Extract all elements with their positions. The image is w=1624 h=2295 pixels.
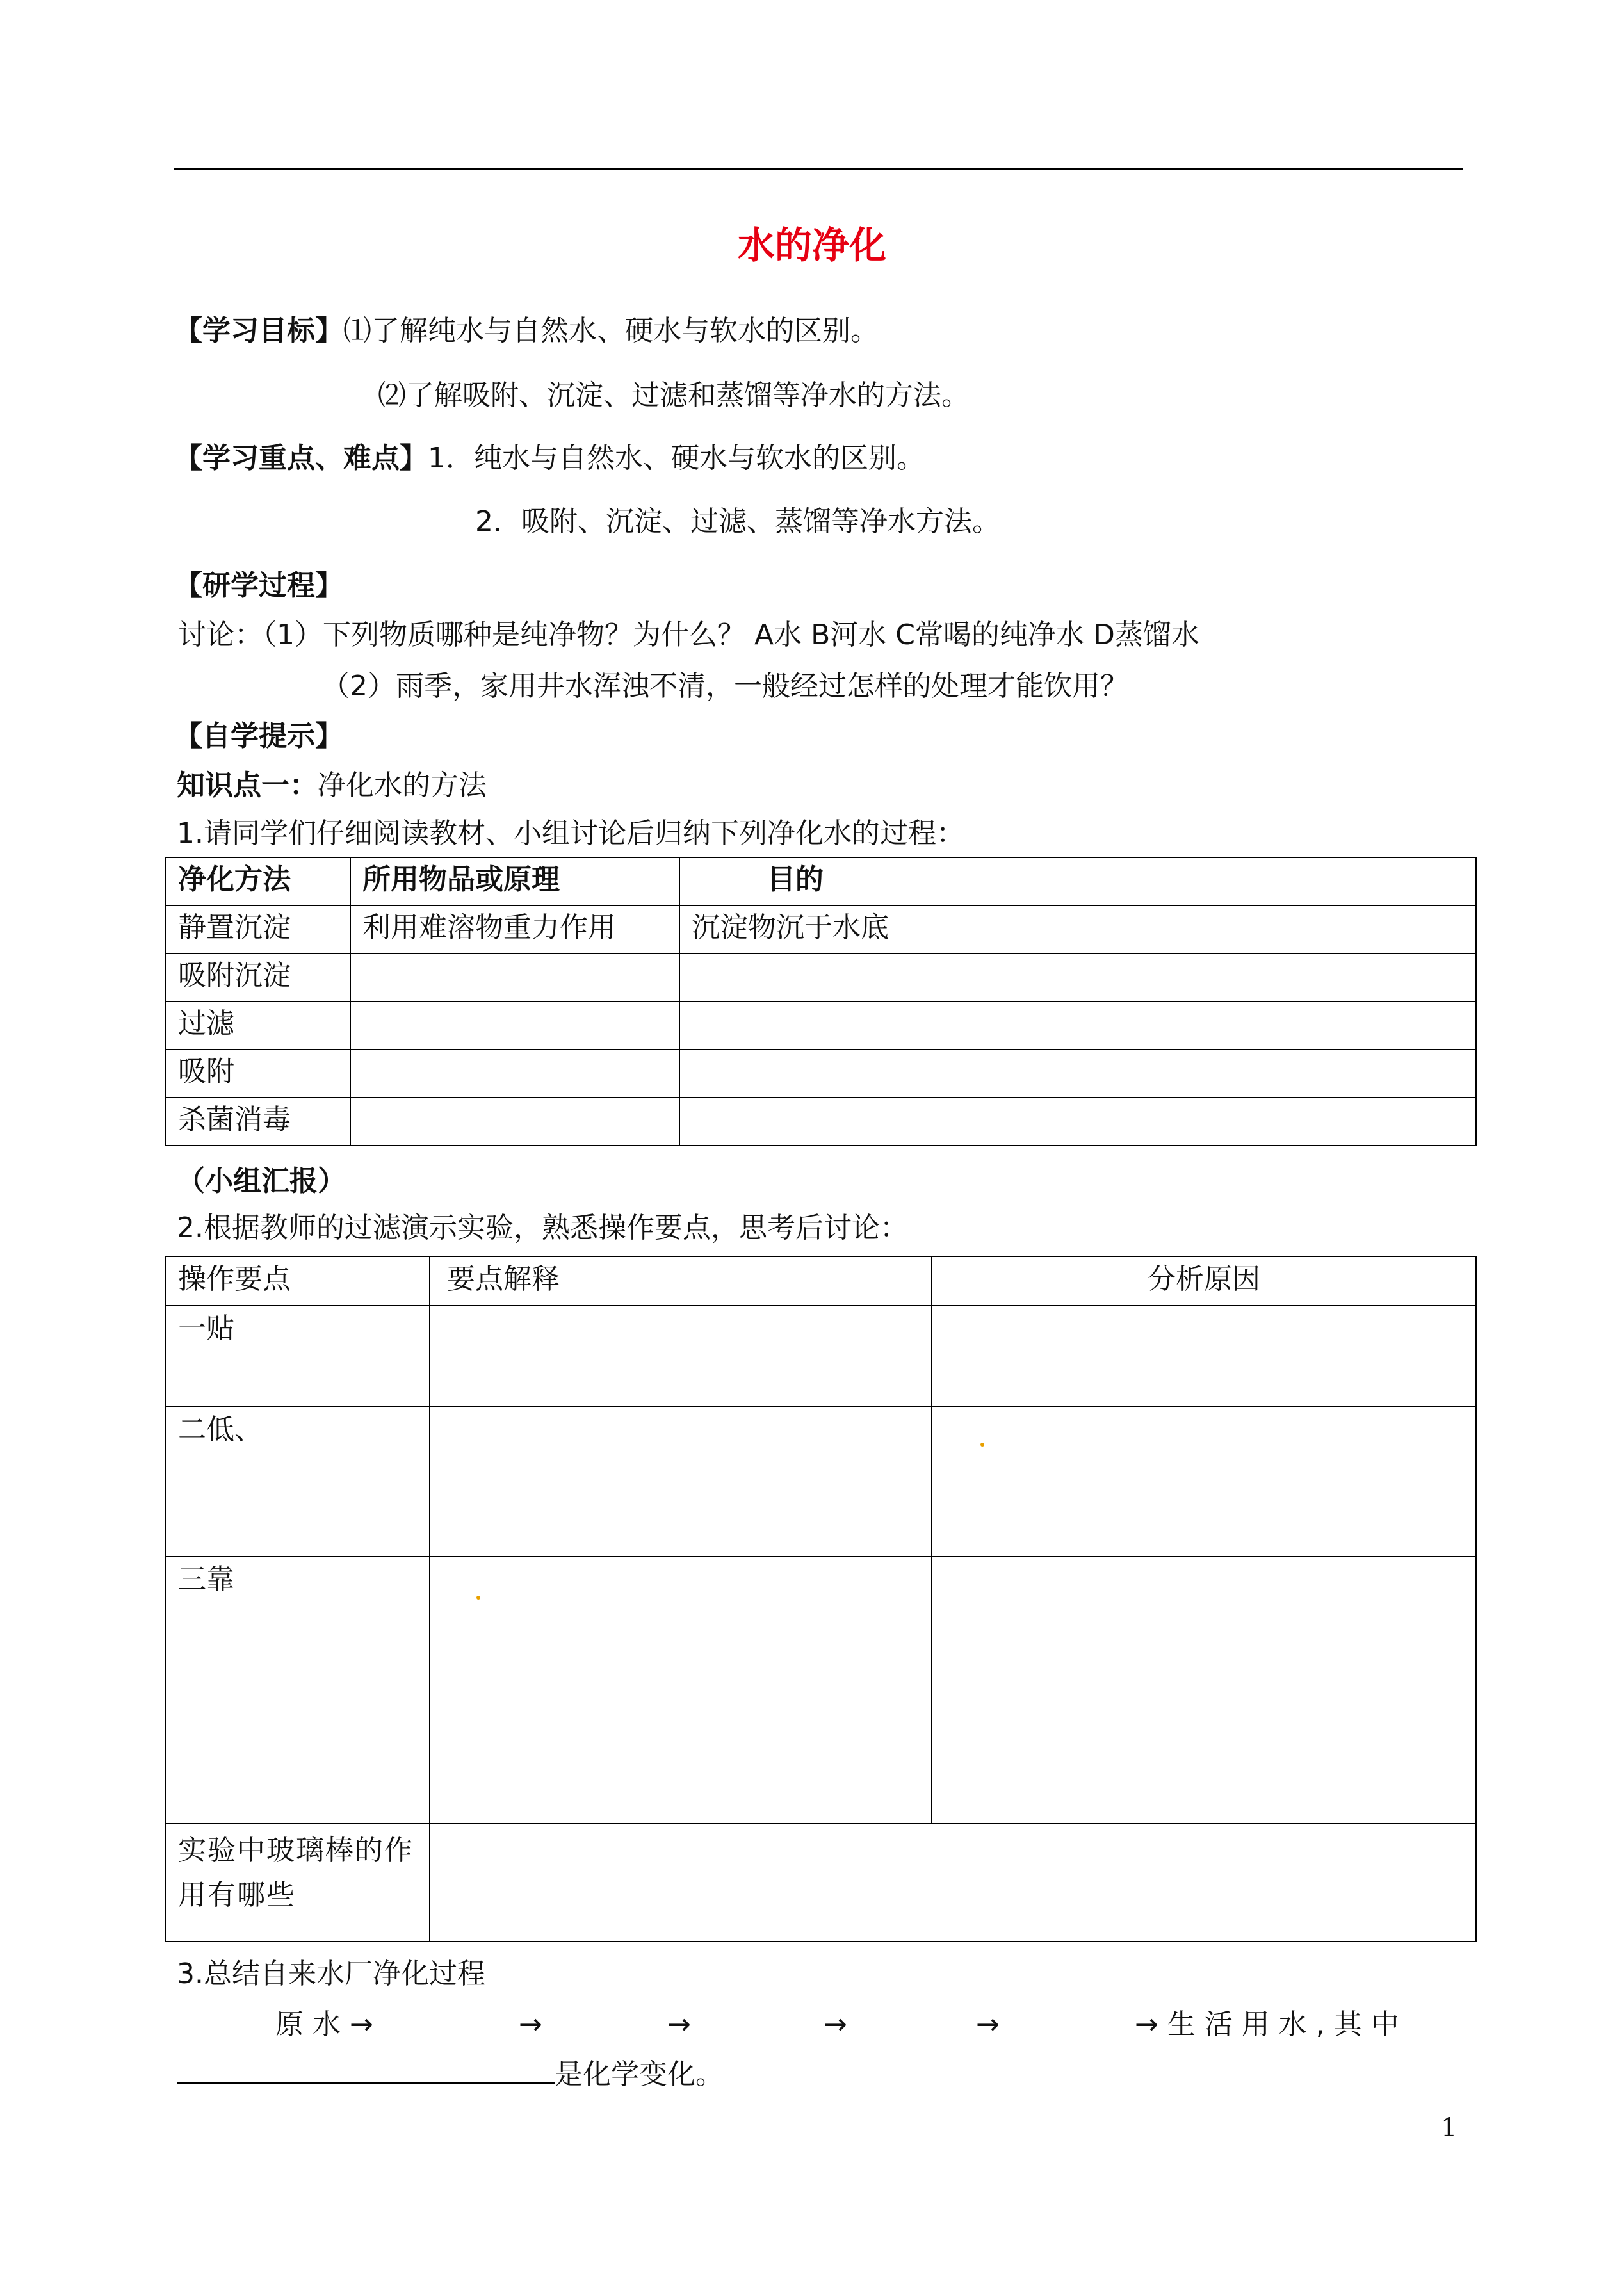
key-points-line-1 <box>174 439 925 478</box>
table-header-cell: 要点解释 <box>430 1256 932 1306</box>
self-study-label: 【自学提示】 <box>174 720 343 752</box>
table-row <box>166 1306 1476 1407</box>
filtration-table <box>165 1256 1477 1942</box>
table-cell: 过滤 <box>166 1002 350 1050</box>
question-3: 3.总结自来水厂净化过程 <box>177 1958 485 1990</box>
discussion-2: （2）雨季，家用井水浑浊不清，一般经过怎样的处理才能饮用？ <box>321 670 1128 702</box>
table-header-cell: 所用物品或原理 <box>350 857 679 905</box>
flow-start: 原 水 → <box>275 2008 373 2041</box>
table-cell: 沉淀物沉于水底 <box>679 905 1476 953</box>
purification-table <box>165 857 1477 1146</box>
table-row <box>166 1098 1476 1146</box>
table-cell: 利用难溶物重力作用 <box>350 905 679 953</box>
stray-mark <box>476 1596 480 1600</box>
objectives-line-1 <box>174 312 879 350</box>
table-cell: 吸附沉淀 <box>166 953 350 1002</box>
flow-end: → 生 活 用 水 , 其 中 <box>1135 2008 1399 2041</box>
flow-arrow: → <box>824 2008 847 2041</box>
objective-2: ⑵了解吸附、沉淀、过滤和蒸馏等净水的方法。 <box>378 379 970 412</box>
question-1: 1.请同学们仔细阅读教材、小组讨论后归纳下列净化水的过程： <box>177 817 964 850</box>
discussion-1: 讨论：（1）下列物质哪种是纯净物？为什么？ A水 B河水 C常喝的纯净水 D蒸馏水 <box>178 619 1199 651</box>
table-header-row <box>166 857 1476 905</box>
flow-arrow: → <box>667 2008 691 2041</box>
table-cell-blank[interactable] <box>932 1407 1476 1557</box>
table-cell-blank[interactable] <box>932 1306 1476 1407</box>
table-cell-blank[interactable] <box>679 1002 1476 1050</box>
process-label: 【研学过程】 <box>174 569 343 602</box>
table-cell-blank[interactable] <box>350 1098 679 1146</box>
table-cell: 静置沉淀 <box>166 905 350 953</box>
page-number: 1 <box>1441 2113 1458 2143</box>
knowledge-point-1 <box>177 766 487 805</box>
table-header-row <box>166 1256 1476 1306</box>
table-cell: 一贴 <box>166 1306 430 1407</box>
key-point-1: 1．纯水与自然水、硬水与软水的区别。 <box>428 442 925 474</box>
table-cell-blank[interactable] <box>430 1407 932 1557</box>
knowledge-point-label: 知识点一： <box>177 769 318 802</box>
key-point-2: 2．吸附、沉淀、过滤、蒸馏等净水方法。 <box>475 505 1000 538</box>
table-cell-blank[interactable] <box>350 953 679 1002</box>
table-row <box>166 1557 1476 1824</box>
table-header-cell: 分析原因 <box>932 1256 1476 1306</box>
objectives-label: 【学习目标】 <box>174 314 343 347</box>
table-row <box>166 1002 1476 1050</box>
table-row <box>166 953 1476 1002</box>
header-rule <box>174 168 1463 170</box>
table-cell-blank[interactable] <box>679 953 1476 1002</box>
flow-arrow: → <box>976 2008 1000 2041</box>
table-row <box>166 905 1476 953</box>
table-cell-blank[interactable] <box>350 1002 679 1050</box>
table-cell-blank[interactable] <box>679 1050 1476 1098</box>
flow-arrow: → <box>519 2008 542 2041</box>
table-cell: 实验中玻璃棒的作用有哪些 <box>166 1824 430 1942</box>
table-header-cell: 目的 <box>679 857 1476 905</box>
objective-1: ⑴了解纯水与自然水、硬水与软水的区别。 <box>343 314 879 347</box>
table-header-cell: 操作要点 <box>166 1256 430 1306</box>
table-row <box>166 1824 1476 1942</box>
page-title: 水的净化 <box>737 223 886 267</box>
table-cell: 三靠 <box>166 1557 430 1824</box>
table-cell-blank[interactable] <box>430 1824 1476 1942</box>
flow-tail-line <box>177 2054 724 2094</box>
flow-tail: 是化学变化。 <box>555 2058 724 2091</box>
table-cell-blank[interactable] <box>679 1098 1476 1146</box>
table-cell-blank[interactable] <box>932 1557 1476 1824</box>
table-cell: 杀菌消毒 <box>166 1098 350 1146</box>
table-row <box>166 1050 1476 1098</box>
knowledge-point-text: 净化水的方法 <box>318 769 487 802</box>
group-report: （小组汇报） <box>177 1165 346 1197</box>
table-row <box>166 1407 1476 1557</box>
table-cell: 吸附 <box>166 1050 350 1098</box>
key-points-label: 【学习重点、难点】 <box>174 442 428 474</box>
answer-blank[interactable] <box>177 2054 555 2084</box>
question-2: 2.根据教师的过滤演示实验，熟悉操作要点，思考后讨论： <box>177 1212 908 1244</box>
table-header-cell: 净化方法 <box>166 857 350 905</box>
table-cell-blank[interactable] <box>350 1050 679 1098</box>
table-cell: 二低、 <box>166 1407 430 1557</box>
table-cell-blank[interactable] <box>430 1557 932 1824</box>
stray-mark <box>980 1443 984 1447</box>
table-cell-blank[interactable] <box>430 1306 932 1407</box>
